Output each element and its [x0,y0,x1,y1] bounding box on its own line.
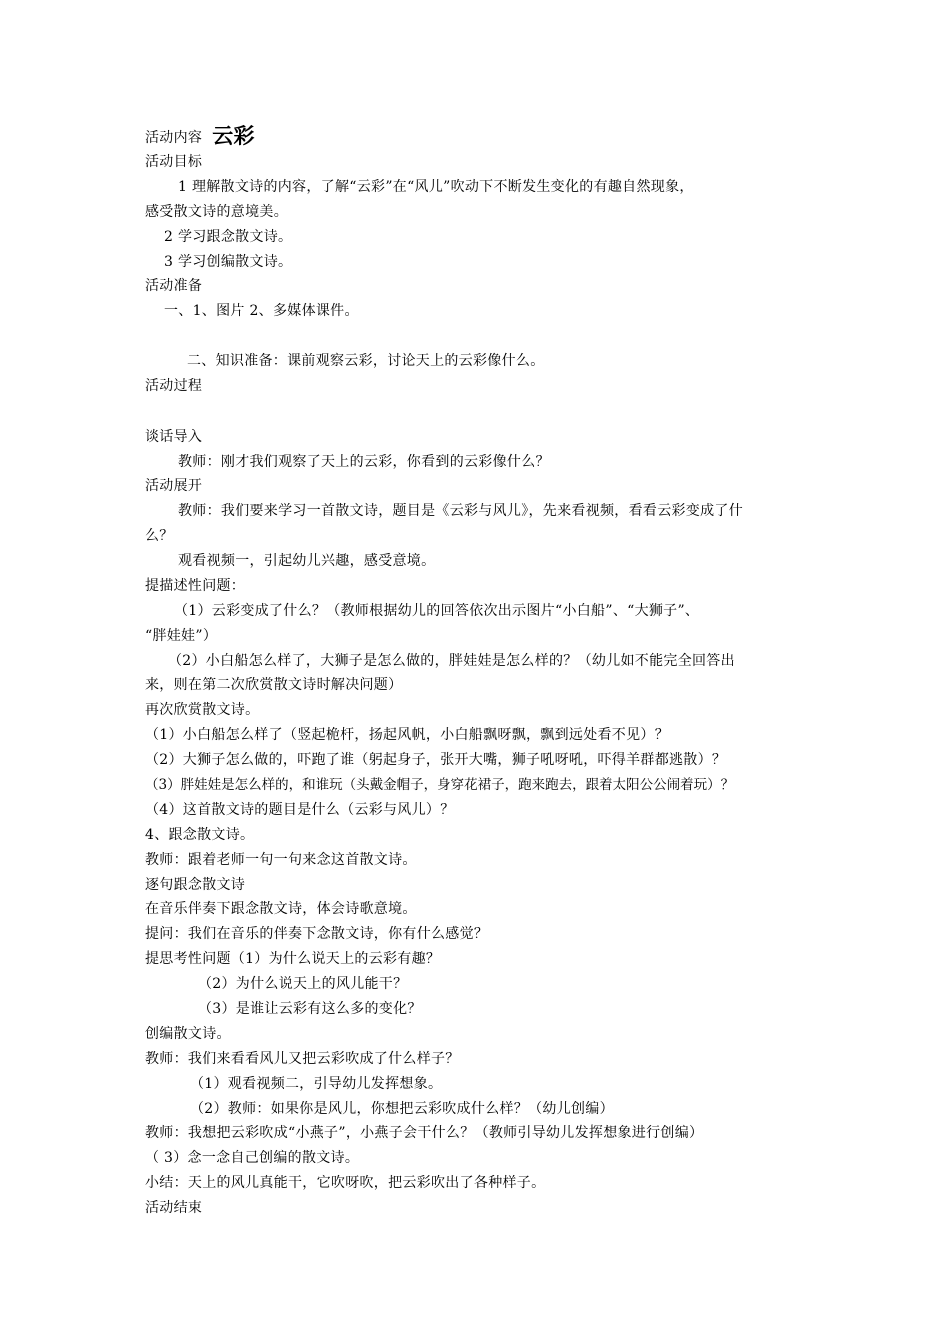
text-line: 教师：我们要来学习一首散文诗，题目是《云彩与风儿》，先来看视频，看看云彩变成了什 [178,503,743,519]
text-line: 教师：我想把云彩吹成“小燕子”，小燕子会干什么？（教师引导幼儿发挥想象进行创编） [145,1125,704,1141]
heading-goals: 活动目标 [145,154,203,170]
text-line: 逐句跟念散文诗 [145,877,246,893]
heading-expand: 活动展开 [145,478,203,494]
heading-end: 活动结束 [145,1200,203,1216]
text-line: 一、1、图片 2、多媒体课件。 [164,303,359,319]
text-line: （ 3）念一念自己创编的散文诗。 [145,1150,360,1166]
text-line: 创编散文诗。 [145,1026,231,1042]
text-line: （2）教师：如果你是风儿，你想把云彩吹成什么样？（幼儿创编） [190,1101,614,1117]
text-line: 4、跟念散文诗。 [145,827,255,843]
text-line: 提问：我们在音乐的伴奏下念散文诗，你有什么感觉？ [145,926,489,942]
text-line: （1）云彩变成了什么？（教师根据幼儿的回答依次出示图片“小白船”、“大狮子”、 [174,603,700,619]
text-line: （3）胖娃娃是怎么样的，和谁玩（头戴金帽子，身穿花裙子，跑来跑去，跟着太阳公公闹着玩）？ [145,777,735,793]
text-line: 提思考性问题（1）为什么说天上的云彩有趣？ [145,951,441,967]
text-line: （1）观看视频二，引导幼儿发挥想象。 [190,1076,443,1092]
text-line: （2）小白船怎么样了，大狮子是怎么做的，胖娃娃是怎么样的？（幼儿如不能完全回答出 [168,653,735,669]
text-line: （3）是谁让云彩有这么多的变化？ [198,1001,422,1017]
text-line: 二、知识准备：课前观察云彩，讨论天上的云彩像什么。 [187,353,545,369]
text-line: （2）大狮子怎么做的，吓跑了谁（躬起身子，张开大嘴，狮子吼呀吼，吓得羊群都逃散）？ [145,752,727,768]
text-line: 在音乐伴奏下跟念散文诗，体会诗歌意境。 [145,901,417,917]
title-line [145,123,255,148]
heading-process: 活动过程 [145,378,203,394]
text-line: （2）为什么说天上的风儿能干？ [198,976,408,992]
title-label: 活动内容 [145,130,203,146]
text-line: 感受散文诗的意境美。 [145,204,288,220]
text-line: 3 学习创编散文诗。 [164,254,293,270]
text-line: （4）这首散文诗的题目是什么（云彩与风儿）？ [145,802,455,818]
text-line: 2 学习跟念散文诗。 [164,229,293,245]
text-line: 么？ [145,528,174,544]
text-line: 来，则在第二次欣赏散文诗时解决问题） [145,677,403,693]
text-line: 1 理解散文诗的内容，了解“云彩”在“风儿”吹动下不断发生变化的有趣自然现象， [178,179,694,195]
text-line: 观看视频一，引起幼儿兴趣，感受意境。 [178,553,436,569]
heading-preparation: 活动准备 [145,278,203,294]
text-line: 教师：我们来看看风儿又把云彩吹成了什么样子？ [145,1051,460,1067]
heading-intro: 谈话导入 [145,429,203,445]
text-line: 再次欣赏散文诗。 [145,702,260,718]
text-line: 小结：天上的风儿真能干，它吹呀吹，把云彩吹出了各种样子。 [145,1175,546,1191]
text-line: 教师：刚才我们观察了天上的云彩，你看到的云彩像什么？ [178,454,550,470]
text-line: “胖娃娃”） [145,628,218,644]
document-title: 云彩 [212,123,255,148]
text-line: 教师：跟着老师一句一句来念这首散文诗。 [145,852,417,868]
text-line: （1）小白船怎么样了（竖起桅杆，扬起风帆，小白船飘呀飘，飘到远处看不见）？ [145,727,670,743]
heading-descriptive-questions: 提描述性问题： [145,578,246,594]
